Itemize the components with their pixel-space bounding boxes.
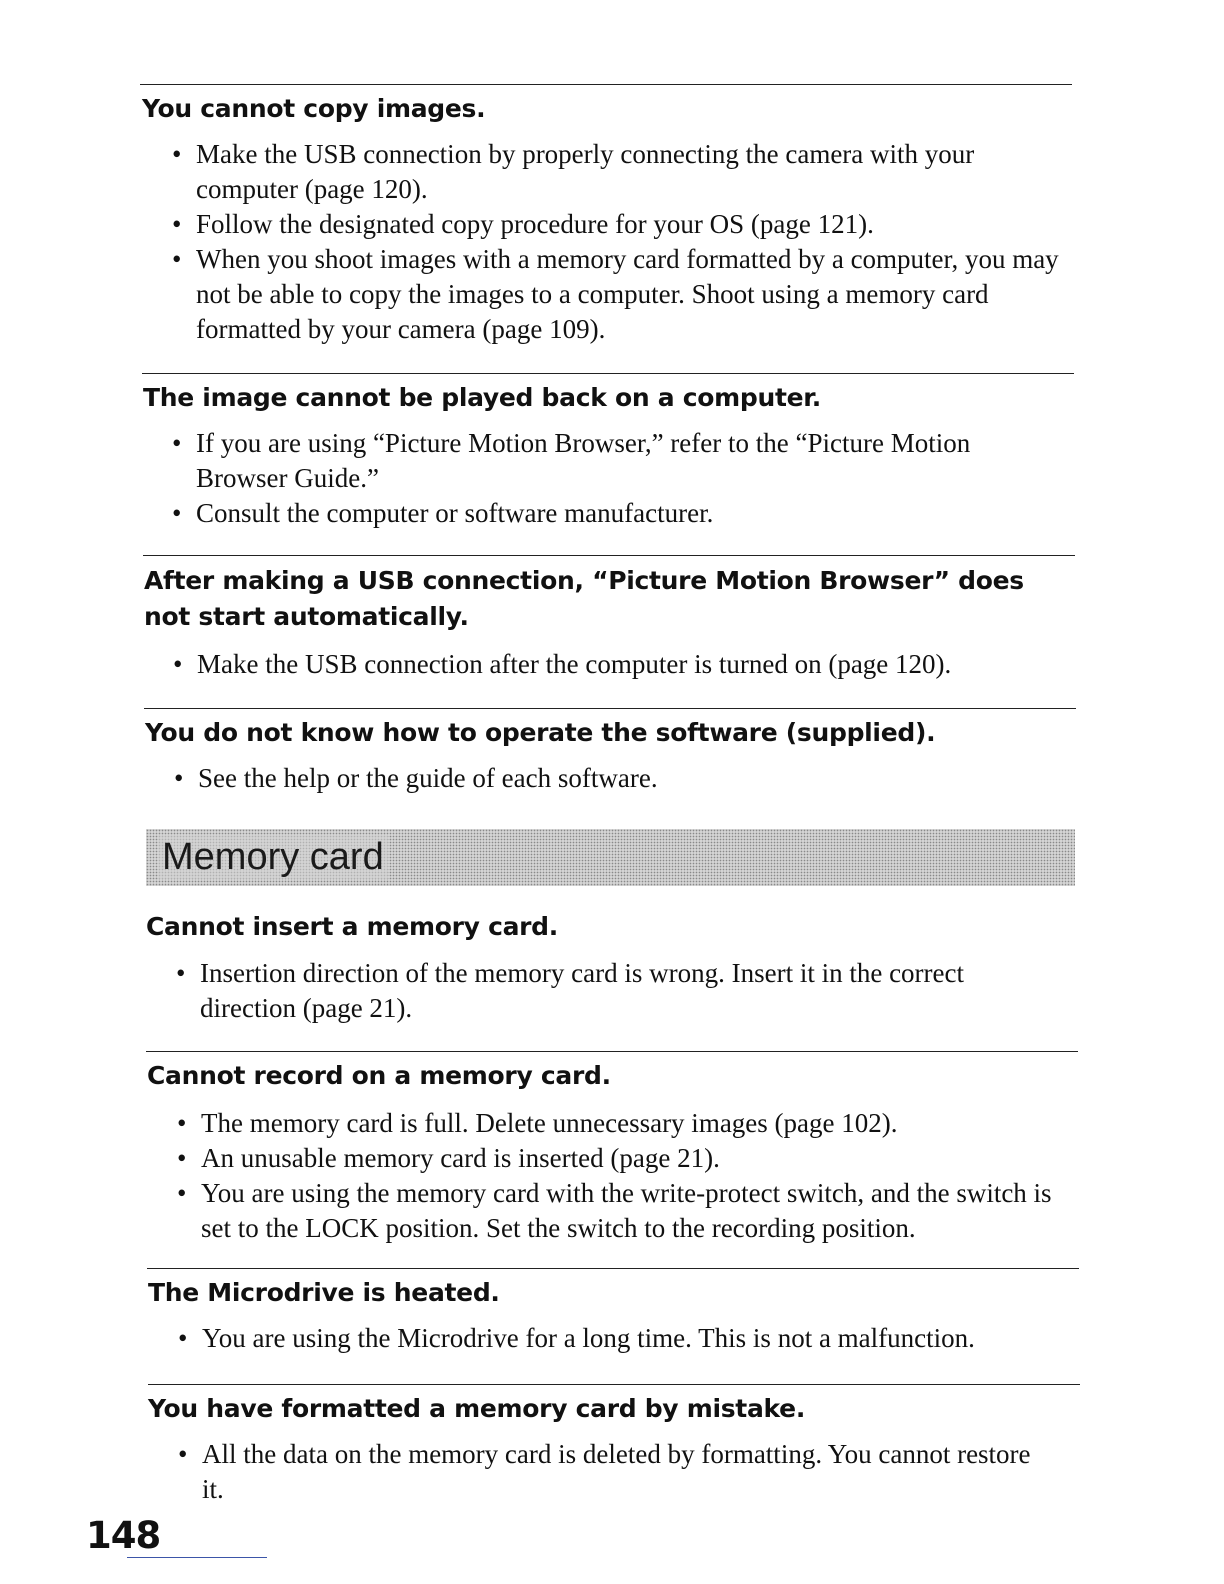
section-heading: The image cannot be played back on a computer. [143,383,821,412]
list-item: • All the data on the memory card is deleted by formatting. You cannot restore it. [178,1439,1031,1504]
section-heading: Cannot record on a memory card. [147,1061,611,1090]
list-item: • See the help or the guide of each software. [174,761,1074,796]
bullet-list [172,426,1052,531]
section-divider [140,84,1072,85]
bullet-icon: • [178,1323,188,1353]
list-item: • Follow the designated copy procedure for your OS (page 121). [172,207,1072,242]
section-heading: You cannot copy images. [142,94,486,123]
list-item: • Insertion direction of the memory card is wrong. Insert it in the correct direction (page 21). [176,958,965,1023]
list-item: • An unusable memory card is inserted (page 21). [177,1141,1087,1176]
bullet-list [178,1321,1078,1356]
section-heading: The Microdrive is heated. [148,1278,500,1307]
page-number-underline [127,1557,267,1558]
bullet-list [178,1437,1038,1507]
section-divider [142,373,1074,374]
list-item: • When you shoot images with a memory card formatted by a computer, you may not be able to copy the images to a computer. Shoot using a memory card formatted by your camera (page 109). [172,244,1059,344]
bullet-icon: • [177,1178,187,1208]
section-heading: Cannot insert a memory card. [146,912,558,941]
list-item: • Make the USB connection by properly connecting the camera with your computer (page 120). [172,139,975,204]
bullet-list [174,761,1074,796]
section-heading: You do not know how to operate the software (supplied). [145,718,936,747]
section-heading: After making a USB connection, “Picture Motion Browser” does not start automatically. [144,566,1024,631]
section-divider [147,1268,1079,1269]
bullet-icon: • [172,428,182,458]
list-item: • You are using the memory card with the write-protect switch, and the switch is set to the LOCK position. Set the switch to the recording position. [177,1178,1052,1243]
section-heading: You have formatted a memory card by mistake. [148,1394,806,1423]
section-divider [143,555,1075,556]
list-item: • You are using the Microdrive for a long time. This is not a malfunction. [178,1321,1078,1356]
bullet-icon: • [176,958,186,988]
list-item: • Consult the computer or software manufacturer. [172,496,1052,531]
section-divider [146,1051,1078,1052]
bullet-list [173,647,1073,682]
bullet-list [176,956,1056,1026]
bullet-icon: • [172,139,182,169]
section-divider [144,708,1076,709]
bullet-icon: • [177,1143,187,1173]
bullet-icon: • [173,649,183,679]
bullet-icon: • [172,498,182,528]
bullet-icon: • [178,1439,188,1469]
bullet-icon: • [177,1108,187,1138]
bullet-list [172,137,1072,347]
page-number: 148 [86,1514,161,1557]
section-divider [148,1384,1080,1385]
category-banner [146,829,1075,886]
list-item: • Make the USB connection after the computer is turned on (page 120). [173,647,1073,682]
category-title: Memory card [158,835,388,879]
bullet-icon: • [172,244,182,274]
list-item: • The memory card is full. Delete unnecessary images (page 102). [177,1106,1087,1141]
bullet-list [177,1106,1087,1246]
bullet-icon: • [172,209,182,239]
bullet-icon: • [174,763,184,793]
list-item: • If you are using “Picture Motion Browser,” refer to the “Picture Motion Browser Guide.” [172,428,971,493]
